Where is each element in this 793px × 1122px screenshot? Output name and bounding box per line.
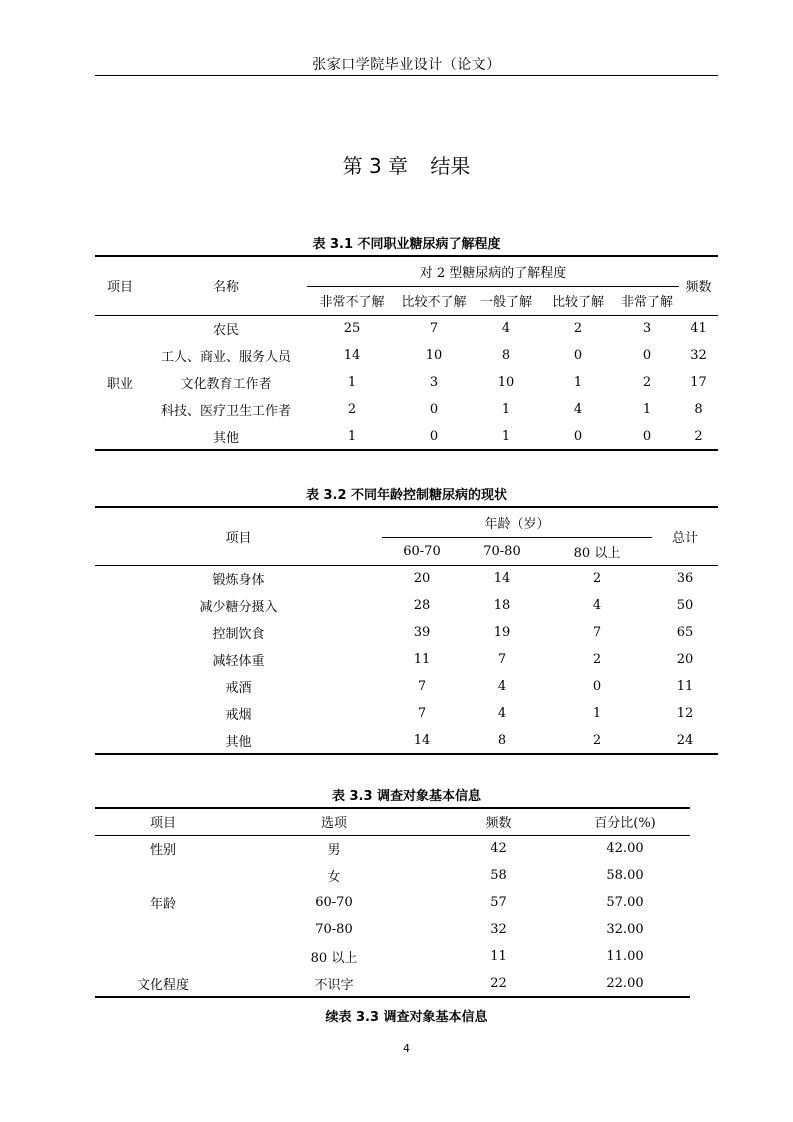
cell: 8 [497, 732, 507, 748]
table-row [95, 700, 718, 727]
table-row [95, 646, 718, 673]
cell: 性别 [149, 843, 176, 859]
cell: 0 [592, 679, 602, 694]
row-name: 其他 [212, 430, 239, 446]
table1-col-freq: 频数 [679, 256, 718, 315]
cell: 17 [690, 375, 707, 390]
table1-level: 比较了解 [541, 286, 615, 315]
table3-col-pct: 百分比(%) [560, 808, 690, 835]
cell [95, 943, 231, 970]
cell: 不识字 [314, 977, 354, 993]
chapter-number: 第 3 章 [342, 154, 409, 178]
table3-col-freq: 频数 [437, 808, 560, 835]
table-row [95, 889, 690, 916]
cell: 42 [490, 841, 507, 857]
cell: 2 [592, 571, 602, 587]
cell: 7 [417, 679, 427, 694]
cell: 4 [573, 402, 583, 417]
row-name: 控制饮食 [212, 627, 265, 642]
cell: 14 [343, 348, 361, 363]
cell: 80 以上 [310, 951, 358, 966]
row-name: 戒酒 [225, 681, 252, 696]
row-name: 农民 [212, 323, 239, 339]
cell: 57.00 [606, 895, 644, 910]
cell: 14 [413, 732, 431, 748]
row-name: 其他 [225, 734, 252, 750]
table-row [95, 565, 718, 592]
cell: 32 [490, 922, 507, 937]
row-name: 戒烟 [225, 708, 252, 723]
cell: 11.00 [606, 949, 644, 964]
row-name: 锻炼身体 [212, 573, 265, 589]
cell: 11 [490, 949, 507, 964]
table-row [95, 862, 690, 889]
table-row [95, 396, 718, 423]
table2-age: 80 以上 [542, 537, 652, 565]
table-row [95, 592, 718, 619]
chapter-heading [95, 150, 718, 179]
row-name: 工人、商业、服务人员 [160, 350, 291, 365]
cell: 11 [413, 652, 431, 667]
cell: 20 [413, 571, 431, 587]
cell: 70-80 [315, 922, 353, 937]
cell: 25 [343, 321, 361, 337]
cell: 2 [642, 375, 652, 390]
cell: 0 [573, 428, 583, 444]
cell: 2 [694, 428, 703, 444]
cell: 14 [493, 571, 511, 587]
table-row [95, 916, 690, 943]
cell: 28 [413, 598, 431, 613]
row-name: 减轻体重 [212, 654, 265, 669]
table-row [95, 342, 718, 369]
row-name: 科技、医疗卫生工作者 [160, 404, 291, 419]
cell: 1 [573, 375, 583, 390]
cell: 4 [592, 598, 602, 613]
cell: 32 [690, 348, 707, 363]
cell: 1 [592, 706, 602, 721]
cell [95, 862, 231, 889]
cell: 4 [497, 706, 507, 721]
table1-level: 一般了解 [471, 286, 541, 315]
table2-age: 70-80 [462, 537, 542, 565]
cell: 7 [592, 625, 602, 640]
cell: 8 [501, 348, 511, 363]
cell: 32.00 [606, 922, 644, 937]
cell: 2 [347, 402, 357, 417]
cell: 50 [676, 598, 694, 613]
page-number: 4 [403, 1042, 410, 1055]
cell: 3 [642, 321, 652, 337]
cell: 7 [417, 706, 427, 721]
chapter-title: 结果 [430, 154, 471, 178]
cell: 8 [694, 402, 703, 417]
page-header: 张家口学院毕业设计（论文） [312, 57, 501, 73]
table3-caption: 表 3.3 调查对象基本信息 [331, 789, 482, 804]
table1-col-item: 项目 [95, 256, 145, 315]
cell: 12 [676, 706, 694, 721]
cell: 0 [429, 402, 439, 417]
cell: 65 [676, 625, 694, 640]
table1-level: 非常了解 [615, 286, 679, 315]
header-rule [95, 75, 718, 76]
cell: 20 [676, 652, 694, 667]
table-row [95, 315, 718, 342]
cell: 文化程度 [136, 977, 189, 993]
table3-col-item: 项目 [95, 808, 231, 835]
row-name: 文化教育工作者 [180, 377, 272, 392]
cell: 女 [327, 870, 341, 885]
table-row [95, 673, 718, 700]
table3-col-option: 选项 [231, 808, 437, 835]
cell: 36 [676, 571, 694, 587]
cell: 4 [497, 679, 507, 694]
cell: 10 [497, 375, 515, 390]
cell: 1 [642, 402, 652, 417]
cell: 10 [425, 348, 443, 363]
cell: 1 [501, 402, 511, 417]
cell: 58 [490, 868, 507, 883]
table2-col-total: 总计 [652, 507, 718, 565]
table2-caption: 表 3.2 不同年龄控制糖尿病的现状 [305, 488, 508, 503]
table3-header-row [95, 808, 690, 835]
table2-col-item: 项目 [95, 507, 382, 565]
cell: 1 [501, 428, 511, 444]
cell: 58.00 [606, 868, 644, 883]
table-3-2 [95, 506, 718, 755]
table-row [95, 727, 718, 754]
table1-col-name: 名称 [145, 256, 307, 315]
table2-group-header: 年龄（岁） [382, 507, 652, 537]
cell: 年龄 [149, 897, 176, 912]
cell: 0 [429, 428, 439, 444]
row-name: 减少糖分摄入 [199, 600, 278, 615]
table-row [95, 943, 690, 970]
table-3-3 [95, 807, 690, 998]
cell: 24 [676, 732, 694, 748]
cell: 42.00 [606, 841, 644, 857]
table-row [95, 619, 718, 646]
table1-category: 职业 [106, 376, 133, 392]
cell: 22 [490, 975, 507, 991]
cell: 2 [592, 652, 602, 667]
table1-caption: 表 3.1 不同职业糖尿病了解程度 [312, 237, 501, 252]
cell: 2 [573, 321, 583, 337]
table-row [95, 423, 718, 450]
cell: 4 [501, 321, 511, 337]
cell: 57 [490, 895, 507, 910]
cell: 1 [347, 428, 357, 444]
table2-age: 60-70 [382, 537, 462, 565]
cell: 2 [592, 732, 602, 748]
cell: 41 [690, 321, 707, 337]
cell: 男 [327, 843, 341, 859]
cell: 7 [497, 652, 507, 667]
cell: 1 [347, 375, 357, 390]
cell: 0 [573, 348, 583, 363]
cell: 22.00 [606, 975, 644, 991]
table1-level: 非常不了解 [307, 286, 397, 315]
table-row [95, 970, 690, 997]
table-row [95, 369, 718, 396]
continued-table-caption: 续表 3.3 调查对象基本信息 [325, 1010, 488, 1025]
cell: 3 [429, 375, 439, 390]
cell: 60-70 [315, 895, 353, 910]
cell: 11 [676, 679, 694, 694]
cell: 0 [642, 348, 652, 363]
cell: 0 [642, 428, 652, 444]
cell: 39 [413, 625, 431, 640]
table1-group-header: 对 2 型糖尿病的了解程度 [307, 256, 679, 286]
cell: 18 [493, 598, 511, 613]
table-3-1 [95, 255, 718, 451]
table2-header-row [95, 507, 718, 537]
table-row [95, 835, 690, 862]
cell: 7 [429, 321, 439, 337]
cell [95, 916, 231, 943]
table1-header-row [95, 256, 718, 286]
table1-level: 比较不了解 [397, 286, 471, 315]
cell: 19 [493, 625, 511, 640]
